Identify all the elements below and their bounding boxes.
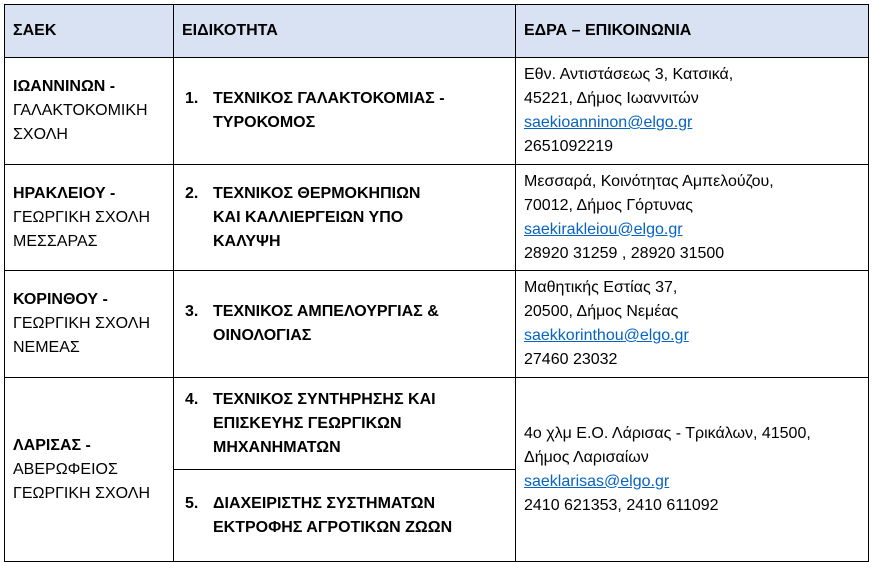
specialty-item: [185, 87, 507, 135]
contact-cell: [516, 165, 869, 271]
school-name-line: ΝΕΜΕΑΣ: [13, 339, 80, 356]
email-link[interactable]: saekirakleiou@elgo.gr: [524, 220, 683, 238]
specialty-cell: [174, 165, 516, 271]
table-row: [5, 378, 869, 470]
specialty-cell: [174, 58, 516, 165]
phone-number: 27460 23032: [524, 351, 618, 368]
email-link[interactable]: saekioanninon@elgo.gr: [524, 114, 693, 131]
specialty-line: ΟΙΝΟΛΟΓΙΑΣ: [213, 327, 312, 344]
address-line: 70012, Δήμος Γόρτυνας: [524, 196, 693, 214]
specialty-line: ΕΚΤΡΟΦΗΣ ΑΓΡΟΤΙΚΩΝ ΖΩΩΝ: [213, 518, 453, 536]
address-line: 4ο χλμ Ε.Ο. Λάρισας - Τρικάλων, 41500,: [524, 424, 811, 442]
specialty-line: ΤΕΧΝΙΚΟΣ ΘΕΡΜΟΚΗΠΙΩΝ: [213, 184, 421, 202]
contact-cell: [516, 58, 869, 165]
specialty-line: ΜΗΧΑΝΗΜΑΤΩΝ: [213, 438, 341, 456]
specialty-cell: [174, 271, 516, 378]
school-name-line: ΓΕΩΡΓΙΚΗ ΣΧΟΛΗ: [13, 484, 151, 502]
specialty-item: [185, 182, 507, 254]
specialty-line: ΤΥΡΟΚΟΜΟΣ: [213, 114, 316, 131]
phone-number: 28920 31259 , 28920 31500: [524, 244, 725, 262]
header-school: ΣΑΕΚ: [5, 5, 174, 58]
school-city: ΚΟΡΙΝΘΟΥ -: [13, 291, 108, 308]
specialty-number: 5.: [185, 494, 199, 512]
email-link[interactable]: saekkorinthou@elgo.gr: [524, 327, 689, 344]
specialty-line: ΤΕΧΝΙΚΟΣ ΣΥΝΤΗΡΗΣΗΣ ΚΑΙ: [213, 390, 436, 408]
address-line: 45221, Δήμος Ιωαννιτών: [524, 90, 699, 107]
school-cell: [5, 165, 174, 271]
specialty-line: ΕΠΙΣΚΕΥΗΣ ΓΕΩΡΓΙΚΩΝ: [213, 414, 402, 432]
school-city: ΙΩΑΝΝΙΝΩΝ -: [13, 78, 116, 95]
address-line: Μεσσαρά, Κοινότητας Αμπελούζου,: [524, 172, 774, 190]
schools-table: [4, 4, 869, 562]
specialty-item: [185, 388, 507, 460]
specialty-line: ΤΕΧΝΙΚΟΣ ΑΜΠΕΛΟΥΡΓΙΑΣ &: [213, 303, 439, 320]
specialty-item: [185, 300, 507, 348]
header-row: [5, 5, 869, 58]
address-line: 20500, Δήμος Νεμέας: [524, 303, 679, 320]
school-name-line: ΜΕΣΣΑΡΑΣ: [13, 232, 98, 250]
school-city: ΗΡΑΚΛΕΙΟΥ -: [13, 184, 116, 202]
contact-cell: [516, 271, 869, 378]
school-name-line: ΑΒΕΡΩΦΕΙΟΣ: [13, 460, 118, 478]
header-specialty: ΕΙΔΙΚΟΤΗΤΑ: [174, 5, 516, 58]
address-line: Δήμος Λαρισαίων: [524, 448, 649, 466]
specialty-line: ΤΕΧΝΙΚΟΣ ΓΑΛΑΚΤΟΚΟΜΙΑΣ -: [213, 90, 445, 107]
contact-cell: [516, 378, 869, 562]
specialty-number: 1.: [185, 90, 199, 107]
header-location: ΕΔΡΑ – ΕΠΙΚΟΙΝΩΝΙΑ: [516, 5, 869, 58]
school-cell: [5, 271, 174, 378]
school-cell: [5, 58, 174, 165]
specialty-number: 4.: [185, 390, 199, 408]
specialty-line: ΚΑΙ ΚΑΛΛΙΕΡΓΕΙΩΝ ΥΠΟ: [213, 208, 404, 226]
specialty-item: [185, 492, 507, 540]
specialty-line: ΚΑΛΥΨΗ: [213, 232, 281, 250]
table-row: [5, 165, 869, 271]
school-name-line: ΓΑΛΑΚΤΟΚΟΜΙΚΗ: [13, 102, 148, 119]
school-name-line: ΓΕΩΡΓΙΚΗ ΣΧΟΛΗ: [13, 208, 151, 226]
specialty-number: 2.: [185, 184, 199, 202]
school-name-line: ΓΕΩΡΓΙΚΗ ΣΧΟΛΗ: [13, 315, 151, 332]
specialty-number: 3.: [185, 303, 199, 320]
specialty-cell: [174, 378, 516, 470]
specialty-cell: [174, 470, 516, 562]
school-city: ΛΑΡΙΣΑΣ -: [13, 436, 91, 454]
table-row: [5, 271, 869, 378]
address-line: Εθν. Αντιστάσεως 3, Κατσικά,: [524, 66, 734, 83]
specialty-line: ΔΙΑΧΕΙΡΙΣΤΗΣ ΣΥΣΤΗΜΑΤΩΝ: [213, 494, 436, 512]
school-cell: [5, 378, 174, 562]
address-line: Μαθητικής Εστίας 37,: [524, 279, 678, 296]
table-row: [5, 58, 869, 165]
phone-number: 2651092219: [524, 138, 613, 155]
school-name-line: ΣΧΟΛΗ: [13, 126, 68, 143]
phone-number: 2410 621353, 2410 611092: [524, 496, 719, 514]
email-link[interactable]: saeklarisas@elgo.gr: [524, 472, 670, 490]
